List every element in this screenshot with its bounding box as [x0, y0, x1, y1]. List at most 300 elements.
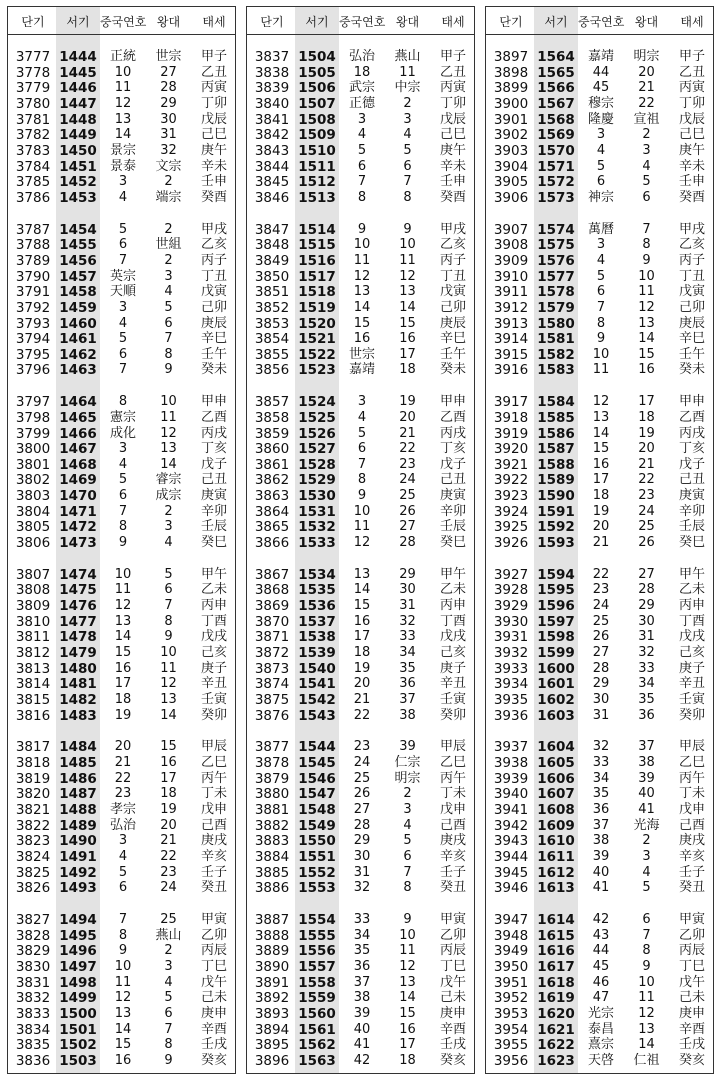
cell-sexagenary: 乙卯: [200, 927, 227, 943]
cell-western-year: 1566: [537, 80, 575, 97]
cell-chinese-era: 45: [592, 80, 610, 96]
cell-chinese-era: 6: [596, 284, 606, 300]
table-row: [8, 112, 235, 128]
cell-sexagenary: 壬申: [678, 174, 705, 190]
table-row: [247, 990, 474, 1006]
table-row: [8, 504, 235, 520]
cell-chinese-era: 16: [353, 331, 371, 347]
cell-sexagenary: 癸酉: [200, 189, 227, 205]
cell-king-reign: 文宗: [155, 158, 182, 174]
cell-chinese-era: 35: [353, 943, 371, 959]
table-row: [486, 316, 713, 332]
cell-chinese-era: 世宗: [348, 346, 375, 362]
cell-chinese-era: 6: [118, 488, 128, 504]
cell-chinese-era: 38: [592, 833, 610, 849]
cell-western-year: 1448: [59, 111, 97, 128]
cell-chinese-era: 16: [114, 660, 132, 676]
cell-western-year: 1449: [59, 127, 97, 144]
cell-chinese-era: 12: [592, 394, 610, 410]
cell-western-year: 1493: [59, 880, 97, 897]
cell-king-reign: 8: [164, 613, 173, 629]
cell-king-reign: 4: [164, 535, 173, 551]
cell-dangi-year: 3897: [493, 49, 529, 65]
cell-western-year: 1584: [537, 394, 575, 411]
table-row: [486, 567, 713, 583]
cell-chinese-era: 7: [357, 456, 367, 472]
cell-dangi-year: 3931: [493, 629, 529, 646]
cell-king-reign: 24: [399, 472, 416, 488]
cell-western-year: 1454: [59, 221, 97, 238]
cell-sexagenary: 丁丑: [678, 268, 705, 284]
cell-dangi-year: 3811: [15, 629, 51, 646]
cell-sexagenary: 甲戌: [678, 221, 705, 237]
cell-dangi-year: 3806: [15, 535, 51, 552]
cell-sexagenary: 甲辰: [200, 739, 227, 755]
table-row: [8, 645, 235, 661]
cell-dangi-year: 3792: [15, 299, 51, 316]
cell-sexagenary: 戊戌: [200, 629, 227, 645]
cell-sexagenary: 癸丑: [678, 880, 705, 896]
cell-western-year: 1502: [59, 1037, 97, 1054]
table-row: [486, 943, 713, 959]
cell-western-year: 1529: [298, 472, 336, 489]
cell-western-year: 1605: [537, 755, 575, 772]
table-row: [8, 426, 235, 442]
cell-king-reign: 25: [638, 519, 655, 535]
cell-western-year: 1585: [537, 409, 575, 426]
cell-sexagenary: 戊午: [200, 974, 227, 990]
cell-dangi-year: 3794: [15, 331, 51, 348]
cell-king-reign: 3: [642, 848, 651, 864]
year-table-panel-3: [485, 6, 714, 1074]
cell-king-reign: 4: [642, 864, 651, 880]
cell-king-reign: 14: [160, 456, 177, 472]
table-row: [8, 692, 235, 708]
cell-king-reign: 6: [642, 189, 651, 205]
cell-western-year: 1503: [59, 1052, 97, 1069]
cell-western-year: 1469: [59, 472, 97, 489]
table-row: [486, 284, 713, 300]
cell-western-year: 1577: [537, 268, 575, 285]
header-chinese-era: 중국연호: [100, 15, 147, 29]
cell-king-reign: 41: [638, 802, 655, 817]
table-row: [486, 347, 713, 363]
cell-dangi-year: 3920: [493, 441, 529, 458]
cell-dangi-year: 3877: [254, 739, 290, 756]
table-row: [8, 676, 235, 692]
table-row: [486, 598, 713, 614]
cell-sexagenary: 戊子: [200, 456, 227, 472]
cell-dangi-year: 3941: [493, 802, 529, 818]
cell-western-year: 1613: [537, 880, 575, 897]
cell-dangi-year: 3787: [15, 221, 51, 238]
table-row: [8, 833, 235, 849]
cell-sexagenary: 辛卯: [439, 503, 466, 519]
cell-sexagenary: 己巳: [200, 127, 227, 143]
cell-chinese-era: 14: [353, 582, 371, 598]
cell-king-reign: 10: [399, 237, 416, 253]
cell-western-year: 1496: [59, 943, 97, 960]
cell-chinese-era: 3: [596, 127, 606, 143]
cell-king-reign: 16: [638, 362, 655, 378]
cell-chinese-era: 42: [353, 1052, 371, 1068]
cell-king-reign: 5: [164, 990, 173, 1006]
table-row: [247, 535, 474, 551]
cell-chinese-era: 27: [592, 645, 610, 661]
cell-king-reign: 成宗: [155, 488, 182, 504]
table-row: [486, 880, 713, 896]
table-row: [486, 676, 713, 692]
cell-dangi-year: 3870: [254, 613, 290, 630]
table-row: [486, 143, 713, 159]
cell-chinese-era: 神宗: [587, 189, 614, 205]
cell-dangi-year: 3933: [493, 660, 529, 677]
cell-western-year: 1617: [537, 958, 575, 975]
cell-king-reign: 2: [403, 95, 412, 111]
cell-chinese-era: 7: [118, 252, 128, 268]
table-row: [247, 222, 474, 238]
cell-dangi-year: 3780: [15, 95, 51, 112]
table-row: [247, 928, 474, 944]
cell-chinese-era: 景宗: [109, 142, 136, 158]
cell-sexagenary: 丁巳: [678, 958, 705, 974]
cell-chinese-era: 嘉靖: [348, 362, 375, 378]
cell-dangi-year: 3839: [254, 80, 290, 97]
cell-sexagenary: 甲戌: [439, 221, 466, 237]
cell-king-reign: 35: [399, 660, 416, 676]
cell-dangi-year: 3899: [493, 80, 529, 97]
cell-chinese-era: 23: [114, 786, 132, 802]
table-row: [247, 441, 474, 457]
cell-king-reign: 5: [642, 880, 651, 896]
cell-dangi-year: 3810: [15, 613, 51, 630]
cell-sexagenary: 丁酉: [678, 613, 705, 629]
cell-dangi-year: 3934: [493, 676, 529, 693]
cell-western-year: 1580: [537, 315, 575, 332]
cell-sexagenary: 壬寅: [678, 692, 705, 707]
cell-western-year: 1525: [298, 409, 336, 426]
cell-king-reign: 4: [403, 127, 412, 143]
cell-king-reign: 22: [160, 848, 177, 864]
cell-sexagenary: 癸卯: [678, 707, 705, 723]
cell-sexagenary: 壬戌: [678, 1037, 705, 1053]
cell-chinese-era: 12: [114, 990, 132, 1006]
cell-chinese-era: 6: [357, 158, 367, 174]
cell-sexagenary: 辛巳: [678, 331, 705, 347]
cell-chinese-era: 18: [353, 645, 371, 661]
cell-dangi-year: 3955: [493, 1037, 529, 1054]
cell-sexagenary: 壬子: [678, 864, 705, 880]
table-row: [247, 661, 474, 677]
cell-chinese-era: 成化: [109, 425, 136, 441]
cell-western-year: 1538: [298, 629, 336, 646]
cell-chinese-era: 22: [592, 566, 610, 582]
cell-dangi-year: 3896: [254, 1052, 290, 1069]
table-row: [486, 174, 713, 190]
cell-king-reign: 23: [399, 456, 416, 472]
cell-dangi-year: 3929: [493, 598, 529, 615]
cell-sexagenary: 癸卯: [200, 707, 227, 723]
table-row: [486, 457, 713, 473]
cell-dangi-year: 3937: [493, 739, 529, 756]
cell-dangi-year: 3843: [254, 142, 290, 159]
cell-king-reign: 36: [638, 707, 655, 723]
cell-sexagenary: 丁卯: [678, 95, 705, 111]
cell-chinese-era: 19: [114, 707, 132, 723]
cell-chinese-era: 熹宗: [587, 1037, 614, 1053]
cell-western-year: 1459: [59, 299, 97, 316]
table-row: [247, 849, 474, 865]
cell-western-year: 1592: [537, 519, 575, 536]
cell-dangi-year: 3849: [254, 252, 290, 269]
table-row: [8, 347, 235, 363]
table-row: [247, 159, 474, 175]
cell-dangi-year: 3814: [15, 676, 51, 693]
table-row: [247, 284, 474, 300]
cell-chinese-era: 泰昌: [587, 1021, 614, 1037]
cell-chinese-era: 憲宗: [109, 409, 136, 425]
cell-dangi-year: 3862: [254, 472, 290, 489]
cell-king-reign: 4: [403, 817, 412, 833]
cell-king-reign: 33: [399, 629, 416, 645]
cell-western-year: 1526: [298, 425, 336, 442]
cell-sexagenary: 丙午: [439, 770, 466, 786]
cell-king-reign: 14: [638, 331, 655, 347]
cell-western-year: 1593: [537, 535, 575, 552]
cell-sexagenary: 丁未: [439, 786, 466, 802]
cell-king-reign: 20: [638, 64, 655, 80]
cell-chinese-era: 3: [596, 237, 606, 253]
cell-dangi-year: 3829: [15, 943, 51, 960]
cell-western-year: 1603: [537, 707, 575, 724]
cell-western-year: 1572: [537, 174, 575, 191]
cell-western-year: 1579: [537, 299, 575, 316]
cell-western-year: 1578: [537, 284, 575, 301]
cell-dangi-year: 3860: [254, 441, 290, 458]
cell-sexagenary: 庚午: [200, 142, 227, 158]
cell-sexagenary: 乙未: [678, 582, 705, 598]
cell-king-reign: 5: [403, 833, 412, 849]
cell-dangi-year: 3878: [254, 755, 290, 772]
cell-sexagenary: 丙子: [200, 252, 227, 268]
cell-dangi-year: 3781: [15, 111, 51, 128]
table-row: [486, 300, 713, 316]
cell-western-year: 1446: [59, 80, 97, 97]
table-row: [247, 865, 474, 881]
cell-chinese-era: 10: [114, 958, 132, 974]
cell-king-reign: 8: [642, 237, 651, 253]
cell-king-reign: 2: [164, 503, 173, 519]
table-row: [486, 394, 713, 410]
cell-chinese-era: 15: [114, 645, 132, 661]
cell-dangi-year: 3802: [15, 472, 51, 489]
cell-sexagenary: 庚寅: [678, 488, 705, 504]
cell-chinese-era: 24: [592, 598, 610, 614]
table-row: [486, 472, 713, 488]
cell-sexagenary: 甲子: [678, 49, 705, 64]
cell-king-reign: 11: [399, 943, 416, 959]
cell-dangi-year: 3830: [15, 958, 51, 975]
cell-sexagenary: 壬辰: [678, 519, 705, 535]
table-row: [247, 739, 474, 755]
cell-chinese-era: 5: [596, 158, 606, 174]
cell-dangi-year: 3795: [15, 346, 51, 363]
cell-king-reign: 3: [164, 268, 173, 284]
table-row: [8, 174, 235, 190]
table-row: [486, 331, 713, 347]
cell-sexagenary: 辛巳: [439, 331, 466, 347]
cell-king-reign: 14: [399, 990, 416, 1006]
table-row: [8, 818, 235, 834]
cell-king-reign: 7: [164, 598, 173, 614]
cell-king-reign: 19: [160, 802, 177, 817]
header-sexagenary: 태세: [202, 15, 226, 29]
cell-king-reign: 21: [638, 80, 655, 96]
cell-dangi-year: 3816: [15, 707, 51, 724]
table-row: [486, 692, 713, 708]
cell-sexagenary: 庚寅: [439, 488, 466, 504]
cell-chinese-era: 44: [592, 64, 610, 80]
cell-sexagenary: 戊寅: [200, 284, 227, 300]
cell-western-year: 1546: [298, 770, 336, 787]
cell-sexagenary: 辛酉: [439, 1021, 466, 1037]
cell-chinese-era: 14: [592, 425, 610, 441]
cell-chinese-era: 44: [592, 943, 610, 959]
cell-sexagenary: 乙酉: [678, 409, 705, 425]
cell-dangi-year: 3901: [493, 111, 529, 128]
cell-sexagenary: 丙子: [678, 252, 705, 268]
cell-chinese-era: 5: [118, 864, 128, 880]
cell-king-reign: 2: [164, 221, 173, 237]
cell-western-year: 1597: [537, 613, 575, 630]
table-row: [8, 535, 235, 551]
cell-dangi-year: 3927: [493, 566, 529, 583]
cell-western-year: 1614: [537, 912, 575, 928]
cell-western-year: 1562: [298, 1037, 336, 1054]
cell-chinese-era: 23: [592, 582, 610, 598]
header-sexagenary: 태세: [441, 15, 465, 29]
table-row: [486, 990, 713, 1006]
table-row: [486, 504, 713, 520]
cell-sexagenary: 丙辰: [678, 943, 705, 959]
cell-chinese-era: 6: [357, 441, 367, 457]
cell-western-year: 1620: [537, 1005, 575, 1022]
cell-dangi-year: 3947: [493, 912, 529, 928]
table-row: [486, 190, 713, 206]
cell-western-year: 1615: [537, 927, 575, 944]
cell-king-reign: 31: [399, 598, 416, 614]
table-row: [247, 237, 474, 253]
cell-king-reign: 10: [638, 268, 655, 284]
cell-dangi-year: 3846: [254, 189, 290, 206]
cell-king-reign: 20: [399, 409, 416, 425]
table-row: [8, 410, 235, 426]
cell-western-year: 1452: [59, 174, 97, 191]
cell-king-reign: 11: [638, 990, 655, 1006]
cell-chinese-era: 26: [353, 786, 371, 802]
cell-chinese-era: 9: [118, 535, 128, 551]
table-row: [8, 802, 235, 818]
cell-dangi-year: 3777: [15, 49, 51, 65]
cell-dangi-year: 3911: [493, 284, 529, 301]
cell-sexagenary: 壬申: [200, 174, 227, 190]
cell-sexagenary: 甲戌: [200, 221, 227, 237]
cell-sexagenary: 辛卯: [678, 503, 705, 519]
cell-dangi-year: 3879: [254, 770, 290, 787]
cell-dangi-year: 3905: [493, 174, 529, 191]
cell-dangi-year: 3796: [15, 362, 51, 379]
cell-king-reign: 3: [403, 802, 412, 817]
table-row: [486, 80, 713, 96]
cell-king-reign: 13: [638, 315, 655, 331]
cell-sexagenary: 戊午: [439, 974, 466, 990]
table-row: [8, 739, 235, 755]
table-row: [486, 519, 713, 535]
table-row: [8, 300, 235, 316]
cell-sexagenary: 辛亥: [200, 848, 227, 864]
cell-king-reign: 27: [399, 519, 416, 535]
cell-dangi-year: 3883: [254, 833, 290, 850]
table-row: [8, 661, 235, 677]
cell-king-reign: 端宗: [155, 189, 182, 205]
cell-dangi-year: 3800: [15, 441, 51, 458]
cell-chinese-era: 4: [357, 127, 367, 143]
cell-dangi-year: 3845: [254, 174, 290, 191]
cell-dangi-year: 3893: [254, 1005, 290, 1022]
cell-king-reign: 2: [164, 943, 173, 959]
cell-sexagenary: 乙巳: [200, 755, 227, 771]
cell-dangi-year: 3875: [254, 692, 290, 708]
cell-sexagenary: 壬戌: [200, 1037, 227, 1053]
cell-western-year: 1563: [298, 1052, 336, 1069]
table-row: [247, 786, 474, 802]
cell-king-reign: 16: [399, 1021, 416, 1037]
year-table-panel-1: [7, 6, 236, 1074]
table-row: [8, 880, 235, 896]
cell-western-year: 1590: [537, 488, 575, 505]
cell-king-reign: 12: [638, 1005, 655, 1021]
cell-king-reign: 39: [399, 739, 416, 755]
cell-sexagenary: 丙戌: [200, 425, 227, 441]
cell-dangi-year: 3833: [15, 1005, 51, 1022]
cell-sexagenary: 戊辰: [439, 111, 466, 127]
cell-sexagenary: 庚子: [678, 660, 705, 676]
cell-chinese-era: 23: [353, 739, 371, 755]
cell-western-year: 1532: [298, 519, 336, 536]
cell-chinese-era: 孝宗: [109, 802, 136, 817]
cell-western-year: 1545: [298, 755, 336, 772]
cell-western-year: 1583: [537, 362, 575, 379]
cell-dangi-year: 3844: [254, 158, 290, 175]
cell-king-reign: 7: [164, 1021, 173, 1037]
cell-king-reign: 9: [164, 629, 173, 645]
cell-western-year: 1463: [59, 362, 97, 379]
cell-sexagenary: 辛未: [678, 158, 705, 174]
cell-king-reign: 9: [164, 1052, 173, 1068]
cell-king-reign: 6: [403, 158, 412, 174]
table-row: [486, 975, 713, 991]
cell-dangi-year: 3930: [493, 613, 529, 630]
cell-dangi-year: 3793: [15, 315, 51, 332]
table-row: [247, 833, 474, 849]
cell-dangi-year: 3778: [15, 64, 51, 81]
table-row: [247, 394, 474, 410]
cell-king-reign: 26: [399, 503, 416, 519]
cell-dangi-year: 3890: [254, 958, 290, 975]
cell-sexagenary: 辛丑: [439, 676, 466, 692]
cell-chinese-era: 5: [357, 425, 367, 441]
cell-sexagenary: 丙午: [200, 770, 227, 786]
